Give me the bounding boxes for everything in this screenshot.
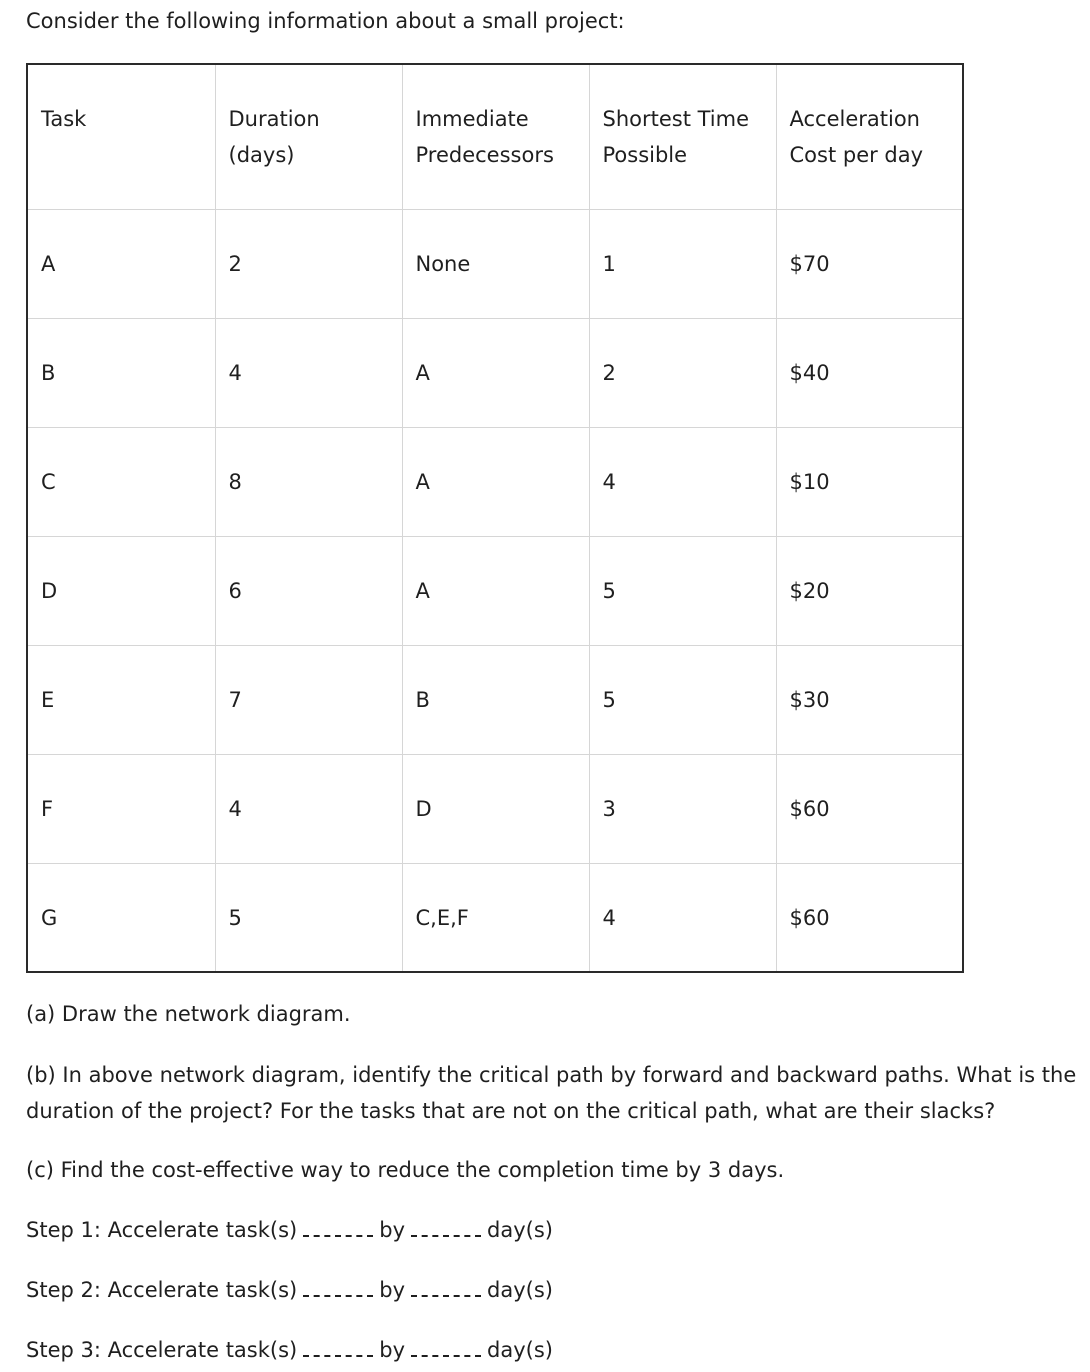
table-row xyxy=(27,754,963,863)
table-row xyxy=(27,427,963,536)
step-3 xyxy=(26,1332,553,1368)
task-blank[interactable] xyxy=(303,1341,373,1357)
cell-task: E xyxy=(27,645,215,754)
question-b: (b) In above network diagram, identify the critical path by forward and backward paths. What is the duration of the project? For the tasks that are not on the critical path, what are their slacks? xyxy=(26,1063,1077,1123)
question-a: (a) Draw the network diagram. xyxy=(26,1002,351,1026)
cell-predecessors: C,E,F xyxy=(402,863,589,972)
cell-acceleration-cost: $60 xyxy=(776,754,963,863)
cell-duration: 8 xyxy=(215,427,402,536)
cell-duration: 4 xyxy=(215,318,402,427)
header-acceleration-cost: Acceleration Cost per day xyxy=(776,64,963,209)
cell-task: D xyxy=(27,536,215,645)
cell-predecessors: B xyxy=(402,645,589,754)
step-unit: day(s) xyxy=(487,1338,553,1362)
cell-acceleration-cost: $70 xyxy=(776,209,963,318)
step-by: by xyxy=(379,1218,405,1242)
task-blank[interactable] xyxy=(303,1221,373,1237)
cell-acceleration-cost: $40 xyxy=(776,318,963,427)
days-blank[interactable] xyxy=(411,1221,481,1237)
table-row xyxy=(27,209,963,318)
cell-task: B xyxy=(27,318,215,427)
cell-predecessors: A xyxy=(402,536,589,645)
cell-shortest-time: 4 xyxy=(589,427,776,536)
step-label: Step 2: Accelerate task(s) xyxy=(26,1278,298,1302)
cell-task: F xyxy=(27,754,215,863)
step-by: by xyxy=(379,1278,405,1302)
step-unit: day(s) xyxy=(487,1278,553,1302)
task-blank[interactable] xyxy=(303,1281,373,1297)
cell-duration: 5 xyxy=(215,863,402,972)
cell-task: C xyxy=(27,427,215,536)
table-row xyxy=(27,536,963,645)
days-blank[interactable] xyxy=(411,1341,481,1357)
header-predecessors: Immediate Predecessors xyxy=(402,64,589,209)
step-label: Step 1: Accelerate task(s) xyxy=(26,1218,298,1242)
cell-duration: 7 xyxy=(215,645,402,754)
question-c: (c) Find the cost-effective way to reduce the completion time by 3 days. xyxy=(26,1158,785,1182)
step-2 xyxy=(26,1272,553,1308)
header-shortest-time: Shortest Time Possible xyxy=(589,64,776,209)
cell-shortest-time: 4 xyxy=(589,863,776,972)
step-1 xyxy=(26,1212,553,1248)
table-row xyxy=(27,863,963,972)
cell-shortest-time: 5 xyxy=(589,536,776,645)
table-row xyxy=(27,645,963,754)
cell-acceleration-cost: $10 xyxy=(776,427,963,536)
cell-task: A xyxy=(27,209,215,318)
cell-duration: 2 xyxy=(215,209,402,318)
days-blank[interactable] xyxy=(411,1281,481,1297)
table-header-row xyxy=(27,64,963,209)
step-label: Step 3: Accelerate task(s) xyxy=(26,1338,298,1362)
cell-predecessors: A xyxy=(402,427,589,536)
cell-predecessors: None xyxy=(402,209,589,318)
cell-shortest-time: 5 xyxy=(589,645,776,754)
cell-acceleration-cost: $60 xyxy=(776,863,963,972)
cell-shortest-time: 1 xyxy=(589,209,776,318)
table-row xyxy=(27,318,963,427)
header-duration: Duration (days) xyxy=(215,64,402,209)
cell-predecessors: A xyxy=(402,318,589,427)
cell-task: G xyxy=(27,863,215,972)
cell-duration: 4 xyxy=(215,754,402,863)
cell-shortest-time: 3 xyxy=(589,754,776,863)
cell-acceleration-cost: $30 xyxy=(776,645,963,754)
step-unit: day(s) xyxy=(487,1218,553,1242)
cell-duration: 6 xyxy=(215,536,402,645)
cell-predecessors: D xyxy=(402,754,589,863)
intro-text: Consider the following information about a small project: xyxy=(26,9,625,33)
cell-shortest-time: 2 xyxy=(589,318,776,427)
project-table xyxy=(26,63,964,973)
cell-acceleration-cost: $20 xyxy=(776,536,963,645)
header-task: Task xyxy=(27,64,215,209)
step-by: by xyxy=(379,1338,405,1362)
